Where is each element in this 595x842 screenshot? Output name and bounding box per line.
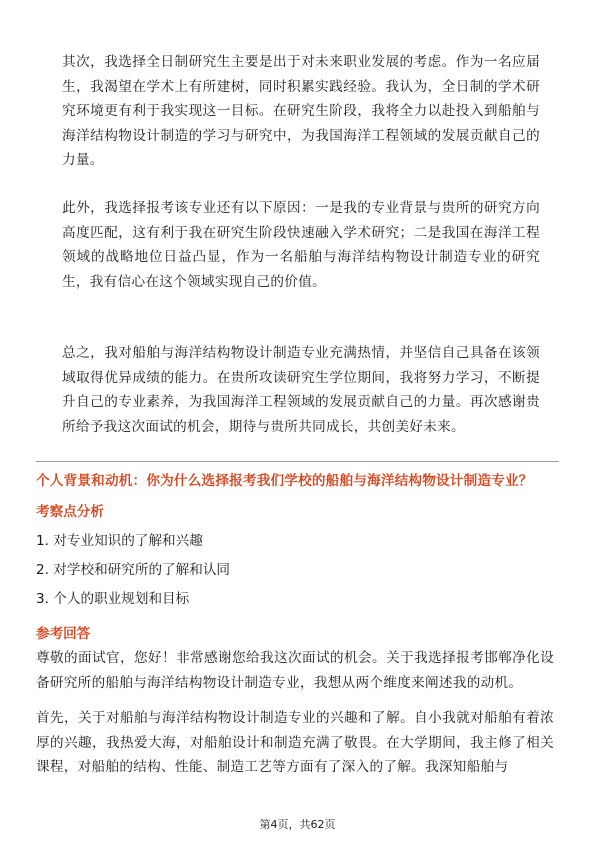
answer-paragraph-interest: 首先，关于对船舶与海洋结构物设计制造专业的兴趣和了解。自小我就对船舶有着浓厚的兴趣，我热爱大海，对船舶设计和制造充满了敬畏。在大学期间，我主修了相关课程，对船舶的结构、性能、制造工艺等方面有了深入的了解。我深知船舶与 — [36, 710, 554, 775]
analysis-item: 3. 个人的职业规划和目标 — [36, 591, 190, 607]
paragraph-conclusion: 总之，我对船舶与海洋结构物设计制造专业充满热情，并坚信自己具备在该领域取得优异成绩的能力。在贵所攻读研究生学位期间，我将努力学习，不断提升自己的专业素养，为我国海洋工程领域的发展贡献自己的力量。再次感谢贵所给予我这次面试的机会，期待与贵所共同成长，共创美好未来。 — [62, 345, 540, 435]
section-divider — [36, 461, 559, 462]
interview-question: 个人背景和动机：你为什么选择报考我们学校的船舶与海洋结构物设计制造专业？ — [36, 473, 533, 489]
analysis-heading: 考察点分析 — [36, 504, 104, 520]
page-number: 第4页，共62页 — [259, 818, 336, 831]
analysis-item: 2. 对学校和研究所的了解和认同 — [36, 562, 231, 578]
analysis-item: 1. 对专业知识的了解和兴趣 — [36, 533, 203, 549]
answer-paragraph-intro: 尊敬的面试官，您好！非常感谢您给我这次面试的机会。关于我选择报考邯郸净化设备研究所的船舶与海洋结构物设计制造专业，我想从两个维度来阐述我的动机。 — [36, 650, 554, 691]
paragraph-other-reasons: 此外，我选择报考该专业还有以下原因：一是我的专业背景与贵所的研究方向高度匹配，这有利于我在研究生阶段快速融入学术研究；二是我国在海洋工程领域的战略地位日益凸显，作为一名船舶与海洋结构物设计制造专业的研究生，我有信心在这个领域实现自己的价值。 — [62, 200, 540, 290]
paragraph-career-motivation: 其次，我选择全日制研究生主要是出于对未来职业发展的考虑。作为一名应届生，我渴望在学术上有所建树，同时积累实践经验。我认为，全日制的学术研究环境更有利于我实现这一目标。在研究生阶段，我将全力以赴投入到船舶与海洋结构物设计制造的学习与研究中，为我国海洋工程领域的发展贡献自己的力量。 — [62, 54, 540, 168]
answer-heading: 参考回答 — [36, 626, 91, 642]
